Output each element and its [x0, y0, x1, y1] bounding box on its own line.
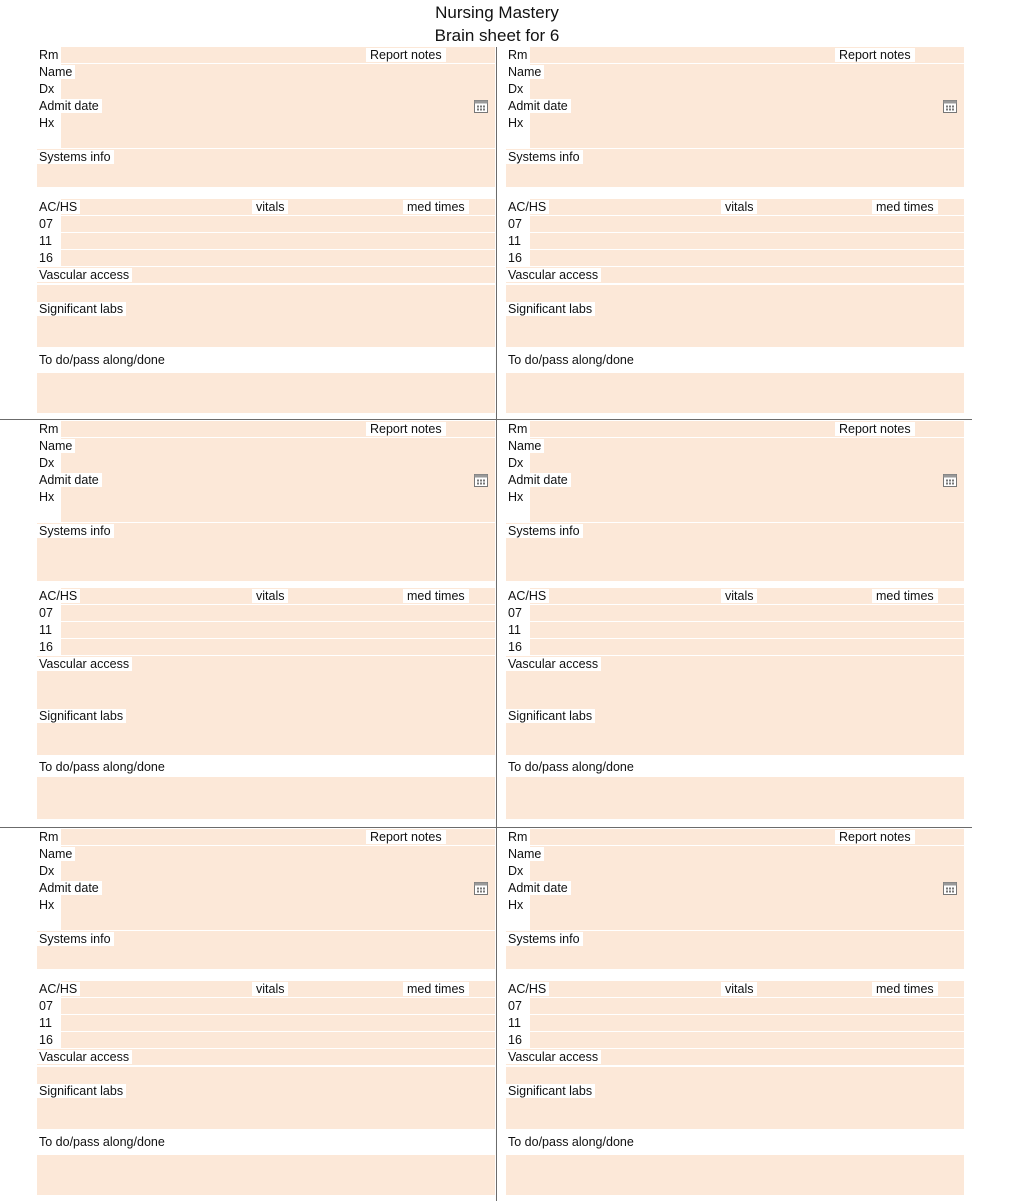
t11-label: 11	[506, 1016, 524, 1030]
significant-labs-field[interactable]	[37, 1067, 495, 1129]
admit-date-label: Admit date	[37, 99, 102, 113]
achs-label: AC/HS	[506, 200, 549, 214]
systems-info-label: Systems info	[506, 150, 583, 164]
admit-date-label: Admit date	[37, 881, 102, 895]
t07-field[interactable]	[530, 605, 964, 621]
significant-labs-label: Significant labs	[506, 709, 595, 723]
rm-label: Rm	[506, 830, 530, 844]
todo-label: To do/pass along/done	[506, 760, 637, 774]
t07-label: 07	[37, 606, 56, 620]
report-notes-label: Report notes	[366, 48, 446, 62]
significant-labs-field[interactable]	[506, 1067, 964, 1129]
achs-label: AC/HS	[37, 589, 80, 603]
patient-panel-3	[37, 421, 497, 821]
todo-label: To do/pass along/done	[506, 1135, 637, 1149]
t16-field[interactable]	[61, 639, 495, 655]
vitals-label: vitals	[252, 200, 288, 214]
hx-label: Hx	[506, 116, 526, 130]
t07-field[interactable]	[61, 216, 495, 232]
vascular-access-label: Vascular access	[37, 1050, 132, 1064]
todo-field[interactable]	[506, 373, 964, 413]
t16-label: 16	[506, 640, 525, 654]
t11-label: 11	[37, 234, 55, 248]
achs-label: AC/HS	[506, 589, 549, 603]
calendar-icon[interactable]	[474, 99, 488, 113]
patient-panel-2	[506, 47, 966, 417]
rm-label: Rm	[506, 422, 530, 436]
systems-info-label: Systems info	[506, 524, 583, 538]
achs-label: AC/HS	[37, 982, 80, 996]
admit-date-label: Admit date	[37, 473, 102, 487]
t07-label: 07	[37, 217, 56, 231]
todo-label: To do/pass along/done	[37, 760, 168, 774]
systems-info-label: Systems info	[37, 524, 114, 538]
hx-label: Hx	[506, 490, 526, 504]
t11-field[interactable]	[61, 622, 495, 638]
report-notes-label: Report notes	[366, 422, 446, 436]
t07-label: 07	[37, 999, 56, 1013]
t11-field[interactable]	[530, 233, 964, 249]
calendar-icon[interactable]	[943, 473, 957, 487]
dx-label: Dx	[37, 456, 57, 470]
todo-field[interactable]	[37, 373, 495, 413]
vitals-label: vitals	[721, 982, 757, 996]
report-notes-label: Report notes	[366, 830, 446, 844]
significant-labs-label: Significant labs	[37, 709, 126, 723]
report-notes-field[interactable]	[61, 64, 495, 148]
vascular-access-label: Vascular access	[506, 1050, 601, 1064]
patient-panel-5	[37, 829, 497, 1199]
report-notes-field[interactable]	[530, 64, 964, 148]
dx-label: Dx	[506, 82, 526, 96]
significant-labs-field[interactable]	[506, 285, 964, 347]
todo-field[interactable]	[37, 1155, 495, 1195]
name-label: Name	[506, 439, 544, 453]
vascular-access-label: Vascular access	[506, 268, 601, 282]
rm-label: Rm	[506, 48, 530, 62]
name-label: Name	[37, 847, 75, 861]
t11-field[interactable]	[61, 1015, 495, 1031]
hx-label: Hx	[37, 898, 57, 912]
todo-label: To do/pass along/done	[37, 353, 168, 367]
t16-field[interactable]	[530, 1032, 964, 1048]
dx-label: Dx	[506, 456, 526, 470]
systems-info-label: Systems info	[506, 932, 583, 946]
significant-labs-label: Significant labs	[37, 302, 126, 316]
calendar-icon[interactable]	[474, 473, 488, 487]
todo-label: To do/pass along/done	[506, 353, 637, 367]
report-notes-label: Report notes	[835, 422, 915, 436]
med-times-label: med times	[872, 982, 938, 996]
report-notes-label: Report notes	[835, 48, 915, 62]
systems-info-label: Systems info	[37, 932, 114, 946]
name-label: Name	[37, 439, 75, 453]
todo-label: To do/pass along/done	[37, 1135, 168, 1149]
t07-label: 07	[506, 606, 525, 620]
achs-label: AC/HS	[37, 200, 80, 214]
vitals-label: vitals	[721, 200, 757, 214]
t16-field[interactable]	[61, 250, 495, 266]
significant-labs-label: Significant labs	[506, 1084, 595, 1098]
t16-field[interactable]	[530, 639, 964, 655]
report-notes-label: Report notes	[835, 830, 915, 844]
todo-field[interactable]	[506, 1155, 964, 1195]
t07-label: 07	[506, 999, 525, 1013]
t07-field[interactable]	[61, 998, 495, 1014]
patient-panel-1	[37, 47, 497, 417]
t11-label: 11	[506, 234, 524, 248]
rm-label: Rm	[37, 48, 61, 62]
t07-field[interactable]	[530, 216, 964, 232]
t11-label: 11	[37, 1016, 55, 1030]
vitals-label: vitals	[721, 589, 757, 603]
document-subtitle: Brain sheet for 6	[434, 26, 560, 45]
dx-label: Dx	[37, 864, 57, 878]
t16-label: 16	[506, 1033, 525, 1047]
hx-label: Hx	[37, 116, 57, 130]
t16-label: 16	[37, 640, 56, 654]
hx-label: Hx	[37, 490, 57, 504]
row-divider-2	[0, 827, 972, 828]
rm-label: Rm	[37, 830, 61, 844]
t11-field[interactable]	[530, 622, 964, 638]
t11-field[interactable]	[530, 1015, 964, 1031]
t11-label: 11	[37, 623, 55, 637]
med-times-label: med times	[872, 589, 938, 603]
rm-label: Rm	[37, 422, 61, 436]
report-notes-field[interactable]	[530, 846, 964, 930]
med-times-label: med times	[403, 982, 469, 996]
vascular-access-label: Vascular access	[37, 657, 132, 671]
dx-label: Dx	[506, 864, 526, 878]
vascular-access-label: Vascular access	[37, 268, 132, 282]
patient-panel-4	[506, 421, 966, 821]
t07-field[interactable]	[530, 998, 964, 1014]
vitals-label: vitals	[252, 982, 288, 996]
vitals-label: vitals	[252, 589, 288, 603]
calendar-icon[interactable]	[474, 881, 488, 895]
t16-label: 16	[37, 1033, 56, 1047]
patient-panel-6	[506, 829, 966, 1199]
calendar-icon[interactable]	[943, 99, 957, 113]
t07-label: 07	[506, 217, 525, 231]
med-times-label: med times	[403, 589, 469, 603]
significant-labs-label: Significant labs	[37, 1084, 126, 1098]
t16-label: 16	[37, 251, 56, 265]
t16-field[interactable]	[61, 1032, 495, 1048]
name-label: Name	[506, 65, 544, 79]
admit-date-label: Admit date	[506, 473, 571, 487]
systems-info-label: Systems info	[37, 150, 114, 164]
admit-date-label: Admit date	[506, 99, 571, 113]
admit-date-label: Admit date	[506, 881, 571, 895]
t11-field[interactable]	[61, 233, 495, 249]
t16-field[interactable]	[530, 250, 964, 266]
significant-labs-label: Significant labs	[506, 302, 595, 316]
hx-label: Hx	[506, 898, 526, 912]
calendar-icon[interactable]	[943, 881, 957, 895]
dx-label: Dx	[37, 82, 57, 96]
todo-field[interactable]	[37, 777, 495, 819]
t07-field[interactable]	[61, 605, 495, 621]
todo-field[interactable]	[506, 777, 964, 819]
med-times-label: med times	[403, 200, 469, 214]
report-notes-field[interactable]	[530, 438, 964, 522]
row-divider-1	[0, 419, 972, 420]
report-notes-field[interactable]	[61, 846, 495, 930]
significant-labs-field[interactable]	[37, 285, 495, 347]
t11-label: 11	[506, 623, 524, 637]
t16-label: 16	[506, 251, 525, 265]
document-title: Nursing Mastery	[435, 3, 559, 22]
name-label: Name	[37, 65, 75, 79]
report-notes-field[interactable]	[61, 438, 495, 522]
achs-label: AC/HS	[506, 982, 549, 996]
name-label: Name	[506, 847, 544, 861]
vascular-access-label: Vascular access	[506, 657, 601, 671]
med-times-label: med times	[872, 200, 938, 214]
